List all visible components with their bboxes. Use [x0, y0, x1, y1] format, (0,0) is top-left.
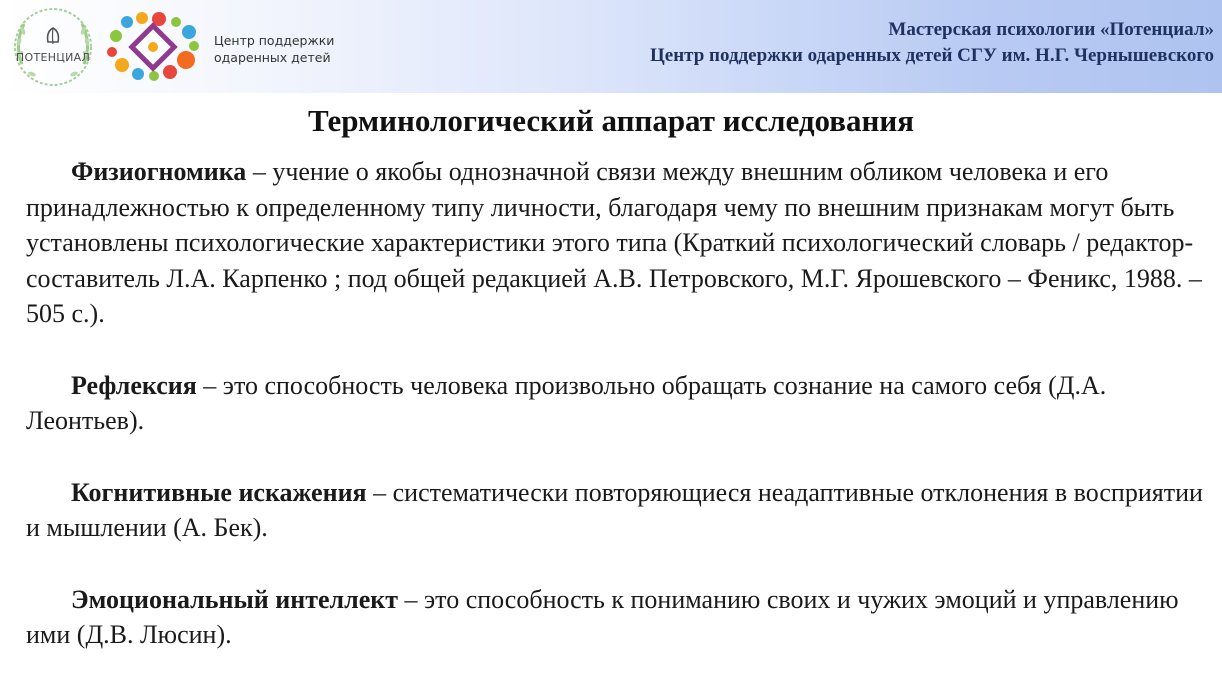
term-name: Рефлексия [71, 370, 197, 400]
term-cognitive-distortions [26, 475, 1206, 546]
term-definition: – систематически повторяющиеся неадаптивные отклонения в восприятии и мышлении (А. Бек). [26, 477, 1203, 542]
terms-list [26, 154, 1206, 689]
term-name: Когнитивные искажения [71, 477, 367, 507]
slide-header [0, 0, 1222, 93]
center-name-line2: одаренных детей [214, 50, 331, 65]
term-name: Эмоциональный интеллект [71, 584, 399, 614]
center-name-line1: Центр поддержки [214, 33, 335, 48]
term-definition: – это способность к пониманию своих и чужих эмоций и управлению ими (Д.В. Люсин). [26, 584, 1179, 649]
slide-title: Терминологический аппарат исследования [308, 103, 914, 138]
colored-dots-logo-icon [104, 10, 204, 84]
header-organization [650, 17, 1214, 69]
term-physiognomy [26, 154, 1206, 332]
gifted-center-logo [104, 10, 204, 84]
header-university-center: Центр поддержки одаренных детей СГУ им. Н.Г. Чернышевского [650, 45, 1214, 66]
term-name: Физиогномика [71, 157, 247, 186]
potential-logo [8, 4, 98, 90]
term-definition: – это способность человека произвольно обращать сознание на самого себя (Д.А. Леонтьев). [26, 370, 1107, 435]
header-workshop-name: Мастерская психологии «Потенциал» [888, 19, 1214, 40]
term-reflection [26, 368, 1206, 439]
gifted-center-name [214, 32, 334, 66]
wreath-logo-icon [8, 4, 98, 90]
term-definition: – учение о якобы однозначной связи между внешним обликом человека и его принадлежностью к определенному типу личности, благодаря чему по внешним признакам могут быть установлены психологические характеристики этого типа (Краткий психологический словарь / редактор-составитель Л.А. Карпенко ; под общей редакцией А.В. Петровского, М.Г. Ярошевского – Феникс, 1988. – 505 с.). [26, 157, 1202, 328]
term-emotional-intelligence [26, 582, 1206, 653]
potential-logo-text: ПОТЕНЦИАЛ [15, 51, 91, 64]
